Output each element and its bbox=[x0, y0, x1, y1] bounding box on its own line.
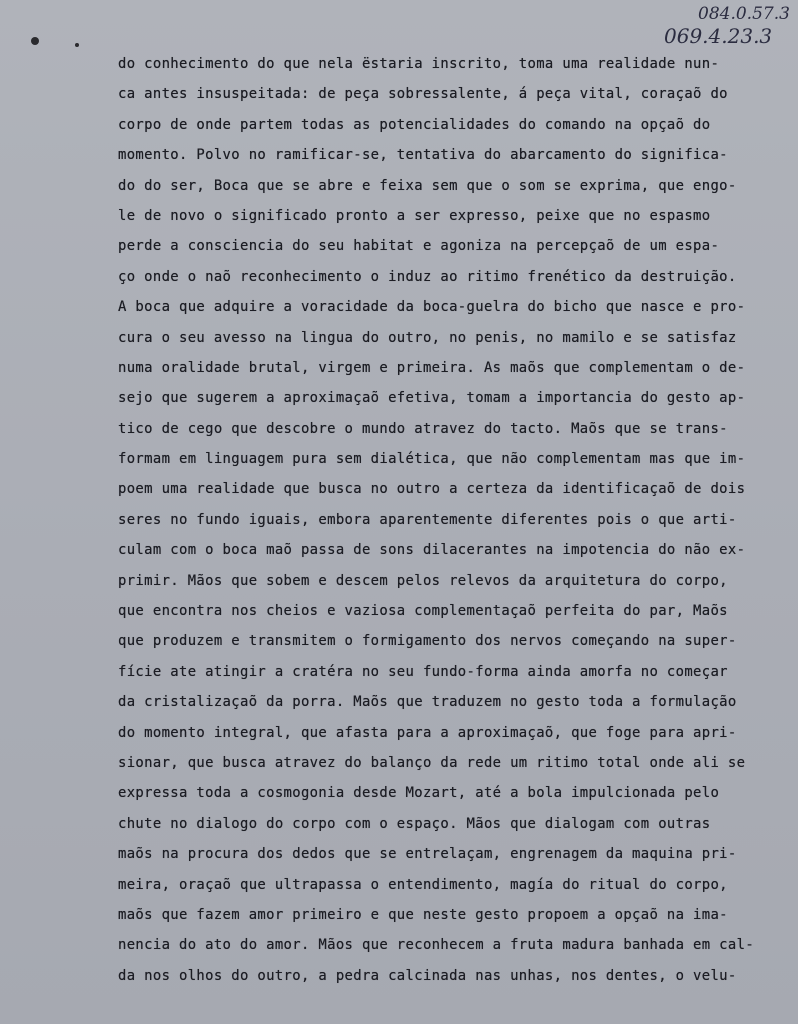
text-line: le de novo o significado pronto a ser expresso, peixe que no espasmo bbox=[118, 207, 711, 224]
text-line: maõs na procura dos dedos que se entrelaçam, engrenagem da maquina pri- bbox=[118, 846, 737, 863]
text-line: perde a consciencia do seu habitat e agoniza na percepçaõ de um espa- bbox=[118, 238, 720, 255]
text-line: numa oralidade brutal, virgem e primeira. As maõs que complementam o de- bbox=[118, 359, 746, 376]
text-line: sejo que sugerem a aproximaçaõ efetiva, tomam a importancia do gesto ap- bbox=[118, 390, 746, 407]
archive-code-top: 084.0.57.3 bbox=[698, 4, 790, 24]
text-line: do do ser, Boca que se abre e feixa sem que o som se exprima, que engo- bbox=[118, 177, 737, 194]
text-line: nencia do ato do amor. Mãos que reconhecem a fruta madura banhada em cal- bbox=[118, 937, 755, 954]
ink-stain bbox=[31, 37, 39, 45]
text-line: expressa toda a cosmogonia desde Mozart, até a bola impulcionada pelo bbox=[118, 785, 720, 802]
text-line: ço onde o naõ reconhecimento o induz ao ritimo frenético da destruição. bbox=[118, 268, 737, 285]
text-line: da cristalizaçaõ da porra. Maõs que traduzem no gesto toda a formulação bbox=[118, 694, 737, 711]
text-line: primir. Mãos que sobem e descem pelos relevos da arquitetura do corpo, bbox=[118, 572, 728, 589]
text-line: seres no fundo iguais, embora aparentemente diferentes pois o que arti- bbox=[118, 511, 737, 528]
text-line: poem uma realidade que busca no outro a certeza da identificaçaõ de dois bbox=[118, 481, 746, 498]
text-line: A boca que adquire a voracidade da boca-guelra do bicho que nasce e pro- bbox=[118, 299, 746, 316]
text-line: corpo de onde partem todas as potencialidades do comando na opçaõ do bbox=[118, 116, 711, 133]
text-line: ca antes insuspeitada: de peça sobressalente, á peça vital, coraçaõ do bbox=[118, 86, 728, 103]
text-line: do conhecimento do que nela ëstaria inscrito, toma uma realidade nun- bbox=[118, 56, 720, 72]
text-line: sionar, que busca atravez do balanço da rede um ritimo total onde ali se bbox=[118, 754, 746, 771]
text-line: formam em linguagem pura sem dialética, que não complementam mas que im- bbox=[118, 451, 746, 468]
text-line: maõs que fazem amor primeiro e que neste gesto propoem a opçaõ na ima- bbox=[118, 906, 728, 923]
ink-stain-small bbox=[75, 43, 79, 47]
text-line: culam com o boca maõ passa de sons dilacerantes na impotencia do não ex- bbox=[118, 542, 746, 559]
text-line: chute no dialogo do corpo com o espaço. Mãos que dialogam com outras bbox=[118, 815, 711, 832]
body-text bbox=[118, 49, 768, 991]
text-line: cura o seu avesso na lingua do outro, no penis, no mamilo e se satisfaz bbox=[118, 329, 737, 346]
text-line: fície ate atingir a cratéra no seu fundo-forma ainda amorfa no começar bbox=[118, 663, 728, 680]
text-line: que produzem e transmitem o formigamento dos nervos começando na super- bbox=[118, 633, 737, 650]
text-line: momento. Polvo no ramificar-se, tentativa do abarcamento do significa- bbox=[118, 147, 728, 164]
text-line: meira, oraçaõ que ultrapassa o entendimento, magía do ritual do corpo, bbox=[118, 876, 728, 893]
text-line: do momento integral, que afasta para a aproximaçaõ, que foge para apri- bbox=[118, 724, 737, 741]
text-line: tico de cego que descobre o mundo atravez do tacto. Maõs que se trans- bbox=[118, 420, 728, 437]
archive-code-handwritten: 069.4.23.3 bbox=[664, 24, 773, 48]
text-line: que encontra nos cheios e vaziosa complementaçaõ perfeita do par, Maõs bbox=[118, 603, 728, 620]
text-line: da nos olhos do outro, a pedra calcinada nas unhas, nos dentes, o velu- bbox=[118, 967, 737, 984]
